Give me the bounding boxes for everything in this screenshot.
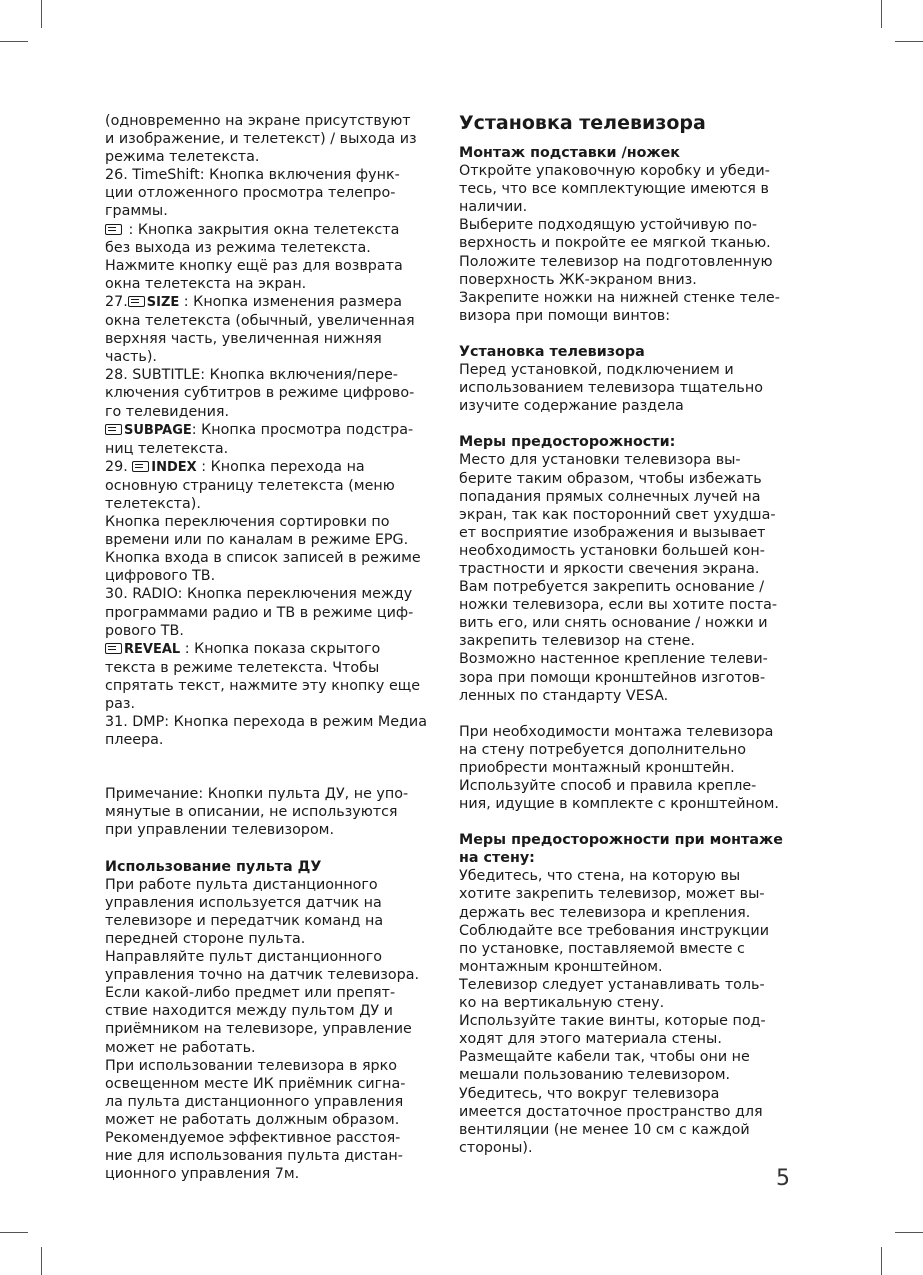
precautions-heading: Меры предосторожности: [459, 434, 676, 451]
text-line: мешали пользованию телевизором. [459, 1067, 731, 1084]
text-line: 30. RADIO: Кнопка переключения между [105, 586, 413, 603]
text-line: граммы. [105, 203, 168, 220]
text-line: Соблюдайте все требования инструкции [459, 922, 770, 939]
crop-mark [895, 1232, 923, 1233]
text-line: текста в режиме телетекста. Чтобы [105, 659, 380, 676]
text-line: имеется достаточное пространство для [459, 1103, 763, 1120]
text-line: Используйте такие винты, которые под- [459, 1013, 766, 1030]
text-line: берите таким образом, чтобы избежать [459, 470, 762, 487]
text-line: плеера. [105, 732, 164, 749]
note-line: при управлении телевизором. [105, 822, 335, 839]
text-line: окна телетекста (обычный, увеличенная [105, 313, 415, 330]
text-line: управления точно на датчик телевизора. [105, 967, 420, 984]
reveal-label: REVEAL [124, 641, 181, 657]
reveal-text: : Кнопка показа скрытого [180, 640, 381, 657]
text-line: Перед установкой, подключением и [459, 362, 734, 379]
subpage-label: SUBPAGE [124, 422, 192, 438]
text-line: При использовании телевизора в ярко [105, 1057, 398, 1074]
install-heading: Установка телевизора [459, 343, 645, 360]
text-line: тесь, что все комплектующие имеются в [459, 181, 769, 198]
text-line: использованием телевизора тщательно [459, 380, 763, 397]
text-line: Закрепите ножки на нижней стенке теле- [459, 289, 780, 306]
stand-heading: Монтаж подставки /ножек [459, 145, 681, 161]
text-line: рового ТВ. [105, 622, 184, 639]
text-line: Положите телевизор на подготовленную [459, 253, 773, 270]
cancel-text: : Кнопка закрытия окна телетекста [124, 221, 400, 238]
text-line: вить его, или снять основание / ножки и [459, 615, 768, 632]
text-line: по установке, поставляемой вместе с [459, 940, 745, 957]
teletext-reveal-icon [105, 643, 122, 654]
text-line: программами радио и ТВ в режиме циф- [105, 604, 414, 621]
text-line: без выхода из режима телетекста. [105, 239, 371, 256]
size-line [105, 293, 440, 312]
text-line: го телевидения. [105, 403, 230, 420]
index-text: : Кнопка перехода на [196, 458, 365, 475]
text-line: вентиляции (не менее 10 см с каждой [459, 1121, 750, 1138]
text-line: раз. [105, 696, 135, 712]
crop-mark [881, 0, 882, 28]
crop-mark [881, 1247, 882, 1275]
left-column [105, 112, 440, 1183]
text-line: 28. SUBTITLE: Кнопка включения/пере- [105, 367, 398, 384]
text-line: экран, так как посторонний свет ухудша- [459, 506, 776, 523]
text-line: Нажмите кнопку ещё раз для возврата [105, 257, 403, 274]
text-line: основную страницу телетекста (меню [105, 477, 395, 494]
text-line: Возможно настенное крепление телеви- [459, 651, 768, 668]
text-line: ет восприятие изображения и вызывает [459, 524, 766, 541]
index-line [105, 458, 440, 477]
note-line: Примечание: Кнопки пульта ДУ, не упо- [105, 786, 409, 803]
right-column [459, 112, 794, 1157]
text-line: ционного управления 7м. [105, 1166, 300, 1183]
text-line: ния, идущие в комплекте с кронштейном. [459, 796, 779, 813]
text-line: и изображение, и телетекст) / выхода из [105, 131, 417, 148]
teletext-cancel-icon [105, 224, 122, 235]
text-line: ние для использования пульта дистан- [105, 1148, 403, 1165]
text-line: освещенном месте ИК приёмник сигна- [105, 1075, 406, 1092]
text-line: верхность и покройте ее мягкой тканью. [459, 235, 771, 252]
text-line: Телевизор следует устанавливать толь- [459, 976, 765, 993]
text-line: передней стороне пульта. [105, 930, 306, 947]
page-title: Установка телевизора [459, 112, 706, 134]
text-line: Убедитесь, что вокруг телевизора [459, 1085, 720, 1102]
text-line: Место для установки телевизора вы- [459, 452, 741, 469]
text-line: Рекомендуемое эффективное расстоя- [105, 1129, 401, 1146]
text-line: спрятать текст, нажмите эту кнопку еще [105, 677, 420, 694]
text-line: часть). [105, 349, 157, 366]
text-line: режима телетекста. [105, 149, 260, 166]
text-line: 31. DMP: Кнопка перехода в режим Медиа [105, 714, 427, 731]
text-line: ленных по стандарту VESA. [459, 687, 669, 704]
teletext-size-icon [128, 296, 145, 307]
text-line: (одновременно на экране присутствуют [105, 113, 411, 129]
subpage-text: : Кнопка просмотра подстра- [191, 421, 414, 438]
teletext-subpage-icon [105, 424, 122, 435]
note-line: мянутые в описании, не используются [105, 804, 398, 821]
crop-mark [41, 1247, 42, 1275]
crop-mark [0, 1232, 28, 1233]
crop-mark [0, 41, 28, 42]
text-line: Кнопка входа в список записей в режиме [105, 550, 421, 567]
text-line: ниц телетекста. [105, 440, 229, 457]
text-line: управления используется датчик на [105, 894, 382, 911]
text-line: ножки телевизора, если вы хотите поста- [459, 597, 778, 614]
text-line: ходят для этого материала стены. [459, 1031, 722, 1048]
text-line: трастности и яркости свечения экрана. [459, 560, 760, 577]
text-line: Выберите подходящую устойчивую по- [459, 217, 758, 234]
text-line: визора при помощи винтов: [459, 307, 671, 324]
text-line: приобрести монтажный кронштейн. [459, 759, 735, 776]
remote-heading: Использование пульта ДУ [105, 858, 322, 875]
text-line: наличии. [459, 199, 528, 216]
text-line: держать вес телевизора и крепления. [459, 904, 751, 921]
text-line: Вам потребуется закрепить основание / [459, 579, 765, 596]
text-line: телетекста). [105, 495, 201, 512]
text-line: стороны). [459, 1139, 533, 1156]
teletext-index-icon [132, 461, 149, 472]
text-line: Используйте способ и правила крепле- [459, 778, 757, 794]
text-line: ла пульта дистанционного управления [105, 1093, 404, 1110]
text-line: Кнопка переключения сортировки по [105, 514, 390, 531]
text-line: При работе пульта дистанционного [105, 876, 378, 893]
size-text: : Кнопка изменения размера [179, 293, 402, 310]
text-line: цифрового ТВ. [105, 568, 216, 585]
text-line: монтажным кронштейном. [459, 958, 663, 975]
text-line: приёмником на телевизоре, управление [105, 1021, 412, 1038]
size-number: 27. [105, 293, 128, 310]
text-line: изучите содержание раздела [459, 398, 684, 415]
page-number: 5 [776, 1166, 790, 1191]
text-line: Размещайте кабели так, чтобы они не [459, 1049, 750, 1066]
text-line: на стену потребуется дополнительно [459, 741, 746, 758]
text-line: ции отложенного просмотра телепро- [105, 185, 396, 202]
text-line: Если какой-либо предмет или препят- [105, 985, 396, 1002]
size-label: SIZE [146, 294, 180, 310]
text-line: зора при помощи кронштейнов изготов- [459, 669, 766, 686]
text-line: ствие находится между пультом ДУ и [105, 1003, 393, 1020]
text-line: попадания прямых солнечных лучей на [459, 488, 761, 505]
text-line: хотите закрепить телевизор, может вы- [459, 886, 765, 903]
wall-heading-cont: на стену: [459, 850, 535, 867]
text-line: может не работать. [105, 1039, 256, 1056]
crop-mark [895, 41, 923, 42]
text-line: При необходимости монтажа телевизора [459, 723, 774, 740]
text-line: времени или по каналам в режиме EPG. [105, 532, 409, 549]
reveal-line [105, 640, 440, 659]
cancel-line [105, 221, 440, 239]
text-line: окна телетекста на экран. [105, 275, 307, 292]
subpage-line [105, 421, 440, 440]
text-line: ко на вертикальную стену. [459, 995, 665, 1012]
index-number: 29. [105, 458, 128, 475]
text-line: Направляйте пульт дистанционного [105, 949, 383, 966]
index-label: INDEX [151, 459, 197, 475]
text-line: Откройте упаковочную коробку и убеди- [459, 163, 770, 180]
text-line: закрепить телевизор на стене. [459, 633, 695, 650]
wall-heading: Меры предосторожности при монтаже [459, 832, 783, 849]
text-line: ключения субтитров в режиме цифрово- [105, 385, 415, 402]
text-line: 26. TimeShift: Кнопка включения функ- [105, 167, 400, 184]
text-line: необходимость установки большей кон- [459, 542, 765, 559]
text-line: телевизоре и передатчик команд на [105, 912, 384, 929]
text-line: Убедитесь, что стена, на которую вы [459, 868, 741, 885]
text-line: поверхность ЖК-экраном вниз. [459, 271, 697, 288]
text-line: верхняя часть, увеличенная нижняя [105, 331, 382, 348]
text-line: может не работать должным образом. [105, 1111, 400, 1128]
crop-mark [41, 0, 42, 28]
